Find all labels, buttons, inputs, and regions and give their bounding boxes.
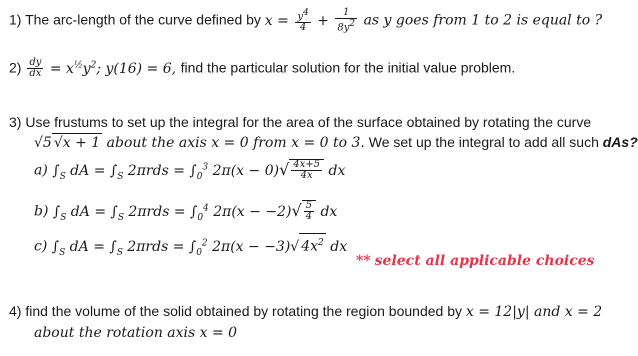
option-expr: $\int_S$ dA = $\int_S$ $2\pi rds = \int_0^4$ 2π(x − −2)√ $\frac{5}{4}$ dx: [52, 200, 338, 223]
question-rest: as y goes from 1 to 2 is equal to ?: [363, 12, 603, 29]
question-number: 3): [9, 114, 22, 130]
formula: x = 12|y| and x = 2: [465, 304, 603, 320]
formula: √5 √x + 1 about the axis x = 0 from x = 0 to 3.: [34, 135, 365, 151]
option-label: b): [34, 203, 49, 220]
question-line-1: Use frustums to set up the integral for the area of the surface obtained by rotating the curve: [25, 114, 592, 130]
question-2: [9, 56, 515, 79]
question-emphasis: dAs?: [602, 134, 638, 150]
question-text: The arc-length of the curve defined by: [25, 11, 261, 28]
question-text: find the particular solution for the initial value problem.: [180, 59, 516, 76]
question-number: 1): [9, 11, 22, 28]
select-all-note: [356, 253, 595, 269]
formula: x = $\frac{y^4}{4}$ + $\frac{1}{8y^2}$: [264, 7, 356, 34]
formula: $\frac{dy}{dx}$ = $x^{\frac{1}{2}}y^2$; y(16) = 6,: [29, 57, 181, 80]
option-b[interactable]: [34, 199, 337, 226]
option-c[interactable]: [34, 233, 347, 261]
question-number: 2): [9, 59, 22, 76]
question-4-line-2: about the rotation axis x = 0: [34, 325, 238, 341]
question-number: 4): [9, 303, 22, 319]
question-1: [9, 8, 602, 33]
question-4: [9, 302, 602, 321]
option-expr: $\int_S$ dA = $\int_S$ $2\pi rds = \int_0^3$ 2π(x − 0)√ $\frac{4x+5}{4x}$ dx: [52, 159, 346, 182]
question-3: [9, 113, 591, 131]
question-text: find the volume of the solid obtained by rotating the region bounded by: [25, 303, 462, 319]
question-3-line-2: [34, 133, 638, 152]
option-label: a): [34, 162, 48, 179]
option-expr: $\int_S$ dA = $\int_S$ $2\pi rds = \int_0^2$ 2π(x − −3)√ $4x^2$ dx: [52, 239, 347, 255]
option-label: c): [34, 238, 48, 255]
note-stars: **: [356, 253, 371, 269]
option-a[interactable]: [34, 158, 345, 185]
question-line-2-text: We set up the integral to add all such: [368, 134, 599, 150]
note-text: select all applicable choices: [374, 253, 595, 269]
